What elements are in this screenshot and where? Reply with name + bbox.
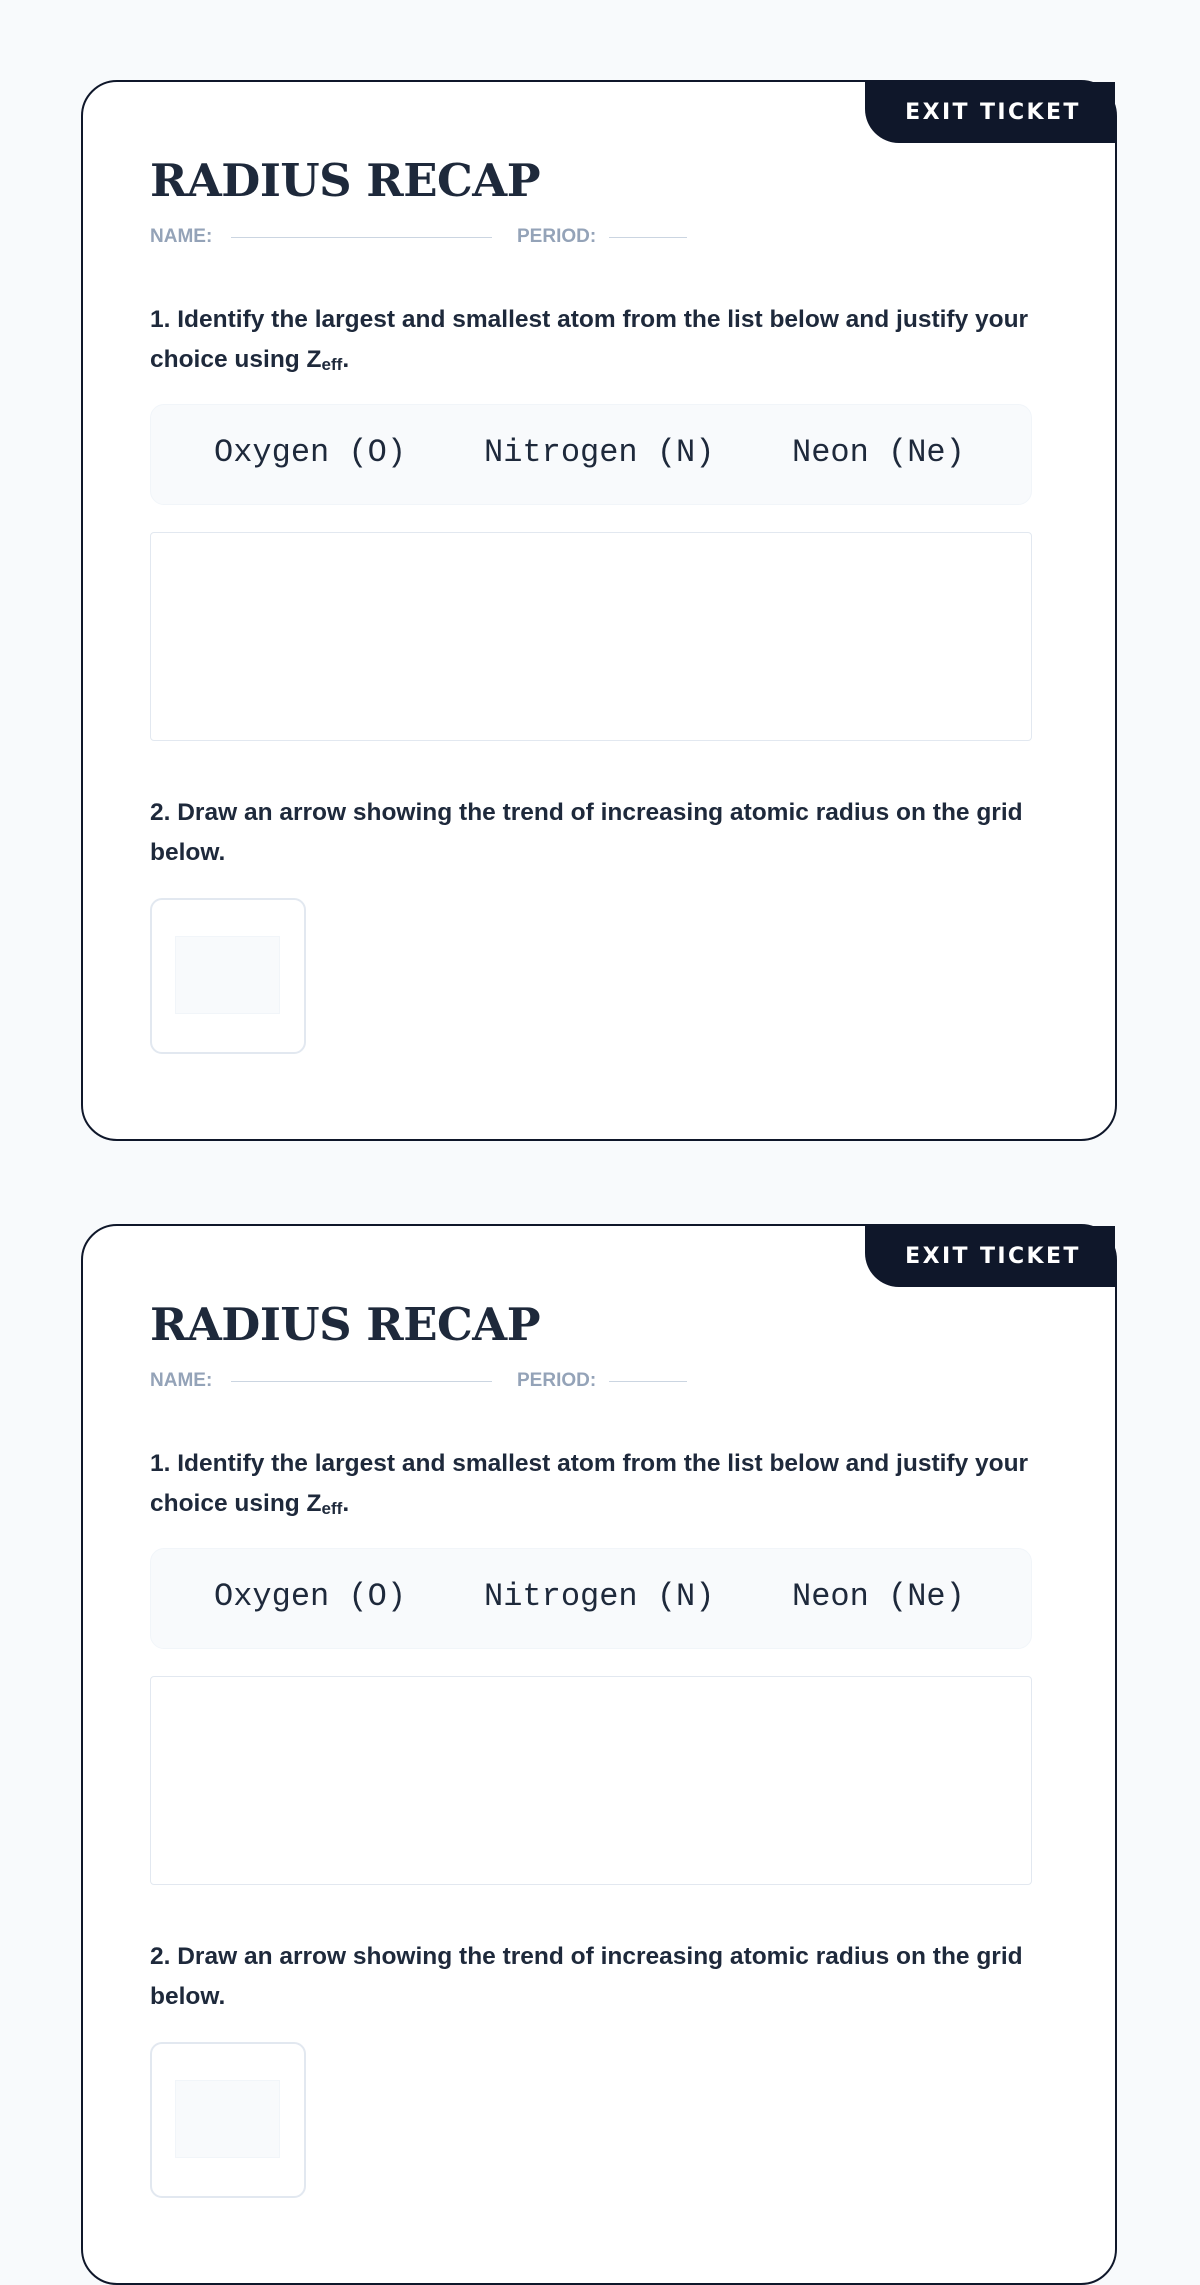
question-1-text: 1. Identify the largest and smallest atom from the list below and justify your choice using Z: [150, 1450, 1029, 1517]
ticket-title: RADIUS RECAP: [150, 1298, 541, 1351]
student-info-row: [150, 225, 950, 249]
question-2: 2. Draw an arrow showing the trend of increasing atomic radius on the grid below.: [150, 1943, 1023, 2010]
name-line[interactable]: [231, 1381, 492, 1382]
atom-oxygen: Oxygen (O): [214, 434, 407, 471]
grid-cell: [175, 2080, 280, 2158]
period-line[interactable]: [609, 237, 687, 238]
atom-list: [150, 1548, 1032, 1649]
atom-neon: Neon (Ne): [792, 1578, 965, 1615]
question-1: [150, 1444, 1030, 1524]
grid-cell: [175, 936, 280, 1014]
answer-box[interactable]: [150, 1676, 1032, 1885]
name-line[interactable]: [231, 237, 492, 238]
question-1-period: .: [342, 346, 350, 373]
atom-nitrogen: Nitrogen (N): [484, 434, 715, 471]
student-info-row: [150, 1369, 950, 1393]
period-label: PERIOD:: [517, 1370, 597, 1391]
exit-ticket-card: [81, 80, 1117, 1141]
zeff-subscript: eff: [321, 1499, 343, 1518]
answer-box[interactable]: [150, 532, 1032, 741]
drawing-grid[interactable]: [150, 898, 306, 1054]
question-2: 2. Draw an arrow showing the trend of increasing atomic radius on the grid below.: [150, 799, 1023, 866]
name-label: NAME:: [150, 1370, 213, 1391]
exit-ticket-card: [81, 1224, 1117, 2285]
atom-neon: Neon (Ne): [792, 434, 965, 471]
question-1-text: 1. Identify the largest and smallest atom from the list below and justify your choice using Z: [150, 306, 1029, 373]
exit-ticket-badge: EXIT TICKET: [865, 82, 1115, 143]
name-label: NAME:: [150, 226, 213, 247]
period-line[interactable]: [609, 1381, 687, 1382]
zeff-subscript: eff: [321, 355, 343, 374]
period-label: PERIOD:: [517, 226, 597, 247]
drawing-grid[interactable]: [150, 2042, 306, 2198]
atom-oxygen: Oxygen (O): [214, 1578, 407, 1615]
question-1-period: .: [342, 1490, 350, 1517]
ticket-title: RADIUS RECAP: [150, 154, 541, 207]
atom-list: [150, 404, 1032, 505]
atom-nitrogen: Nitrogen (N): [484, 1578, 715, 1615]
question-1: [150, 300, 1030, 380]
exit-ticket-badge: EXIT TICKET: [865, 1226, 1115, 1287]
